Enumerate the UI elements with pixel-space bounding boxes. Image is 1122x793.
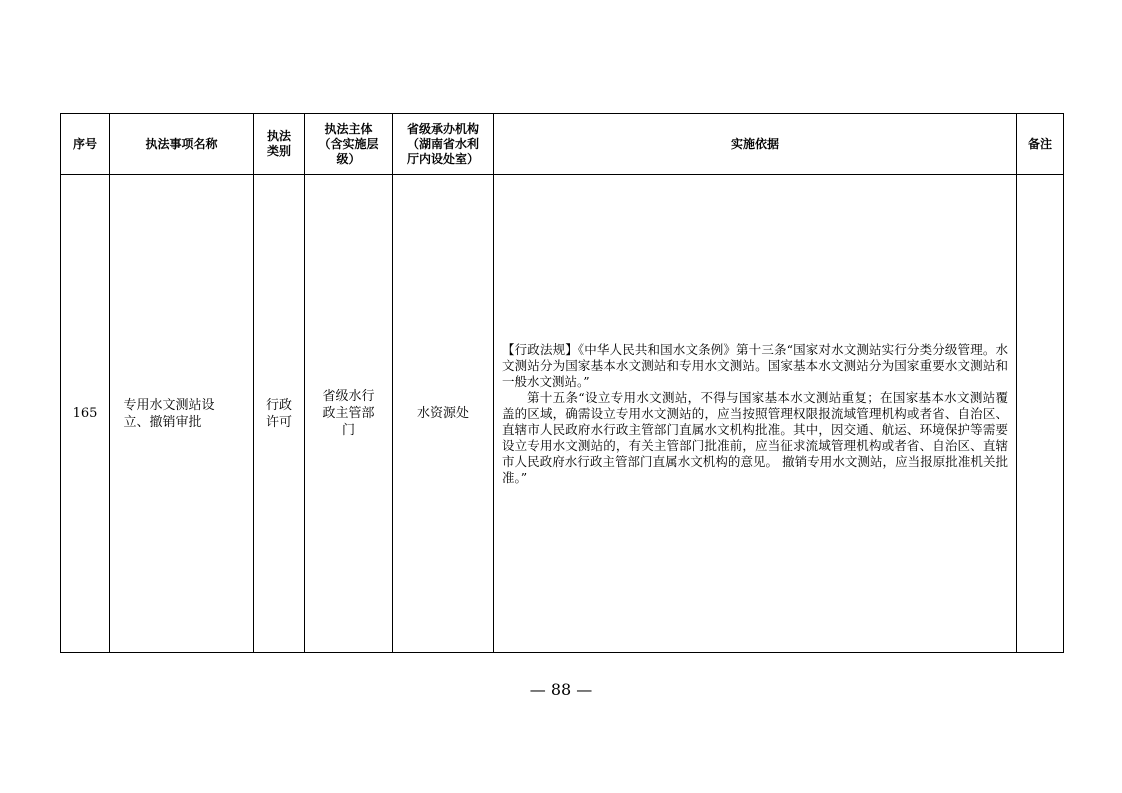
cell-category: [254, 175, 305, 653]
basis-paragraph-1: 【行政法规】《中华人民共和国水文条例》第十三条“国家对水文测站实行分类分级管理。水文测站分为国家基本水文测站和专用水文测站。国家基本水文测站分为国家重要水文测站和一般水文测站。”: [502, 341, 1008, 389]
header-basis: 实施依据: [494, 114, 1017, 175]
cell-remarks: [1017, 175, 1064, 653]
cell-seq: 165: [61, 175, 110, 653]
header-subject: [305, 114, 393, 175]
basis-paragraph-2: 第十五条“设立专用水文测站，不得与国家基本水文测站重复；在国家基本水文测站覆盖的区域，确需设立专用水文测站的，应当按照管理权限报流域管理机构或者省、自治区、直辖市人民政府水行政主管部门直属水文机构批准。其中，因交通、航运、环境保护等需要设立专用水文测站的，有关主管部门批准前，应当征求流域管理机构或者省、自治区、直辖市人民政府水行政主管部门直属水文机构的意见。 撤销专用水文测站，应当报原批准机关批准。”: [502, 389, 1008, 485]
basis-text: [502, 342, 1008, 486]
header-provincial-org-text: 省级承办机构（湖南省水利厅内设处室）: [406, 121, 479, 166]
cell-item-name-text: 专用水文测站设立、撤销审批: [123, 397, 215, 430]
header-seq: 序号: [61, 114, 110, 175]
header-category-text: 执法类别: [266, 129, 291, 158]
enforcement-items-table: [60, 113, 1064, 653]
header-remarks: 备注: [1017, 114, 1064, 175]
table-header-row: [61, 114, 1064, 175]
cell-basis: [494, 175, 1017, 653]
cell-item-name: [110, 175, 254, 653]
header-category: [254, 114, 305, 175]
cell-subject-text: 省级水行政主管部门: [322, 389, 375, 438]
cell-category-text: 行政许可: [265, 397, 292, 430]
page-number: — 88 —: [529, 680, 593, 699]
header-provincial-org: [393, 114, 494, 175]
cell-subject: [305, 175, 393, 653]
header-item-name: 执法事项名称: [110, 114, 254, 175]
table-row: [61, 175, 1064, 653]
cell-provincial-org: 水资源处: [393, 175, 494, 653]
header-subject-text: 执法主体（含实施层级）: [318, 121, 379, 166]
